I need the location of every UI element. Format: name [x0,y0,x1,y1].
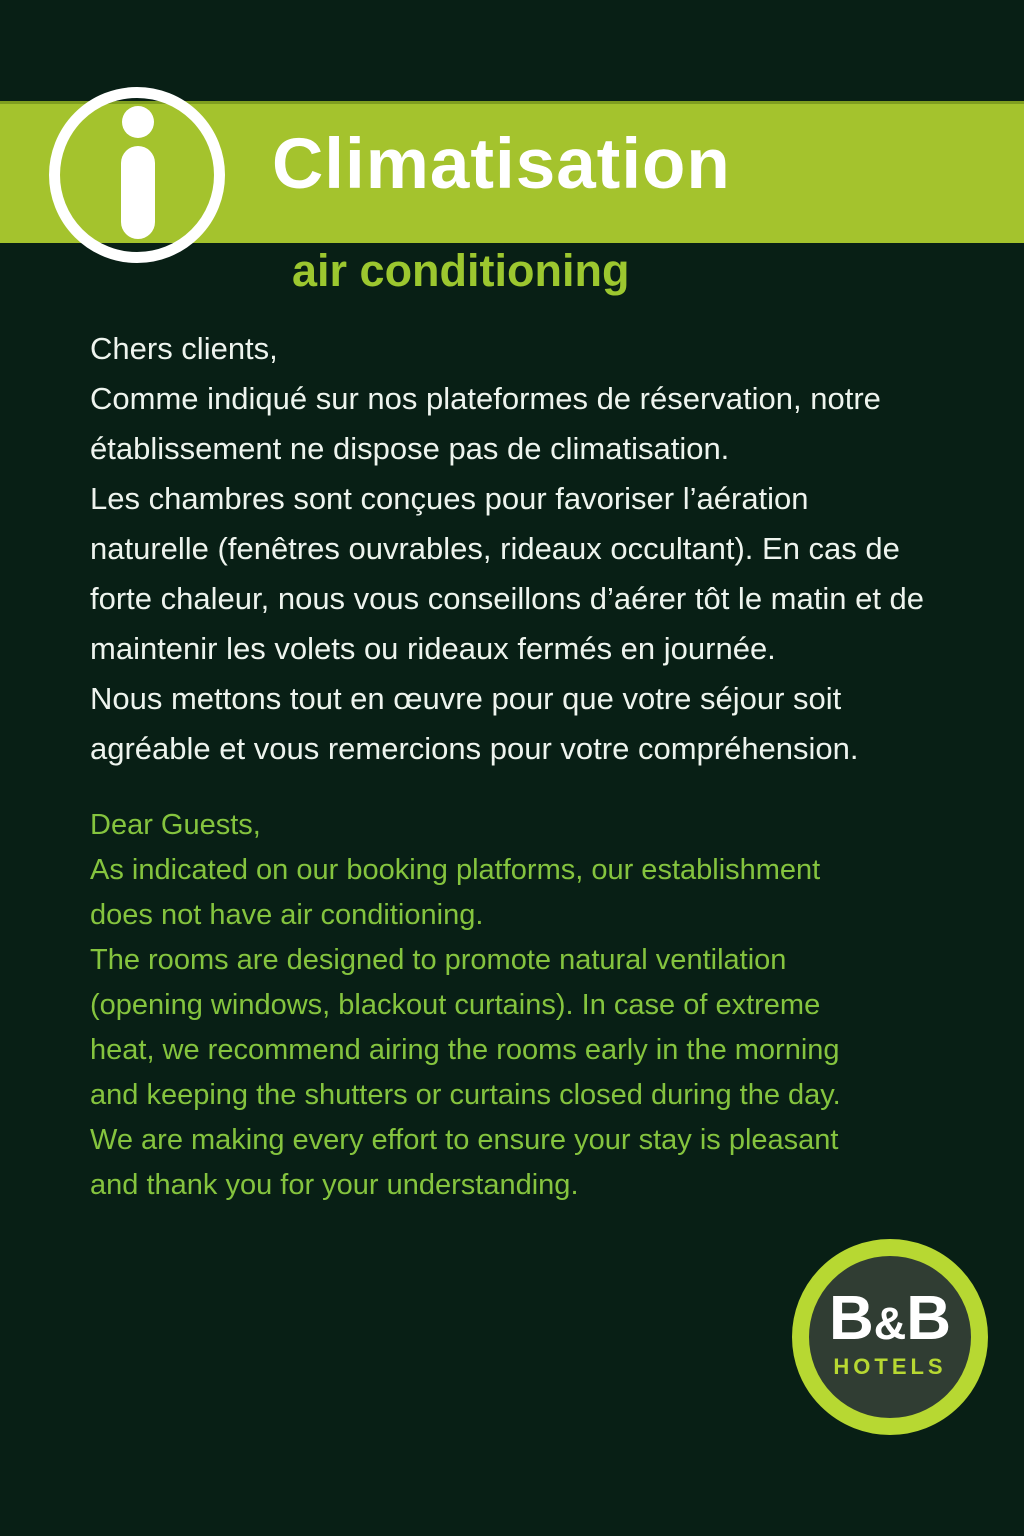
ampersand: & [873,1298,907,1349]
english-line: does not have air conditioning. [90,899,484,931]
english-line: and thank you for your understanding. [90,1169,579,1201]
page-title: Climatisation [272,125,731,204]
bb-hotels-logo-brand: B&B [828,1284,952,1353]
english-line: As indicated on our booking platforms, our establishment [90,854,821,886]
french-line: Comme indiqué sur nos plateformes de réservation, notre [90,381,881,416]
french-line: Chers clients, [90,331,278,366]
english-line: and keeping the shutters or curtains closed during the day. [90,1079,841,1111]
english-line: We are making every effort to ensure your stay is pleasant [90,1124,839,1156]
bb-hotels-logo [792,1239,988,1435]
french-line: naturelle (fenêtres ouvrables, rideaux occultant). En cas de [90,531,900,566]
english-line: The rooms are designed to promote natural ventilation [90,944,787,976]
info-icon [49,87,225,263]
english-line: (opening windows, blackout curtains). In case of extreme [90,989,821,1021]
french-notice [90,324,1024,774]
french-line: agréable et vous remercions pour votre compréhension. [90,731,859,766]
english-line: heat, we recommend airing the rooms early in the morning [90,1034,840,1066]
english-notice [90,803,1024,1208]
page-subtitle: air conditioning [292,245,630,296]
bb-hotels-logo-subtitle: HOTELS [833,1354,947,1379]
info-icon-dot [122,106,154,138]
french-line: Nous mettons tout en œuvre pour que votre séjour soit [90,681,842,716]
info-icon-stem [121,146,155,239]
english-line: Dear Guests, [90,809,261,841]
french-line: maintenir les volets ou rideaux fermés en journée. [90,631,776,666]
french-line: établissement ne dispose pas de climatisation. [90,431,730,466]
french-line: Les chambres sont conçues pour favoriser l’aération [90,481,809,516]
french-line: forte chaleur, nous vous conseillons d’aérer tôt le matin et de [90,581,925,616]
